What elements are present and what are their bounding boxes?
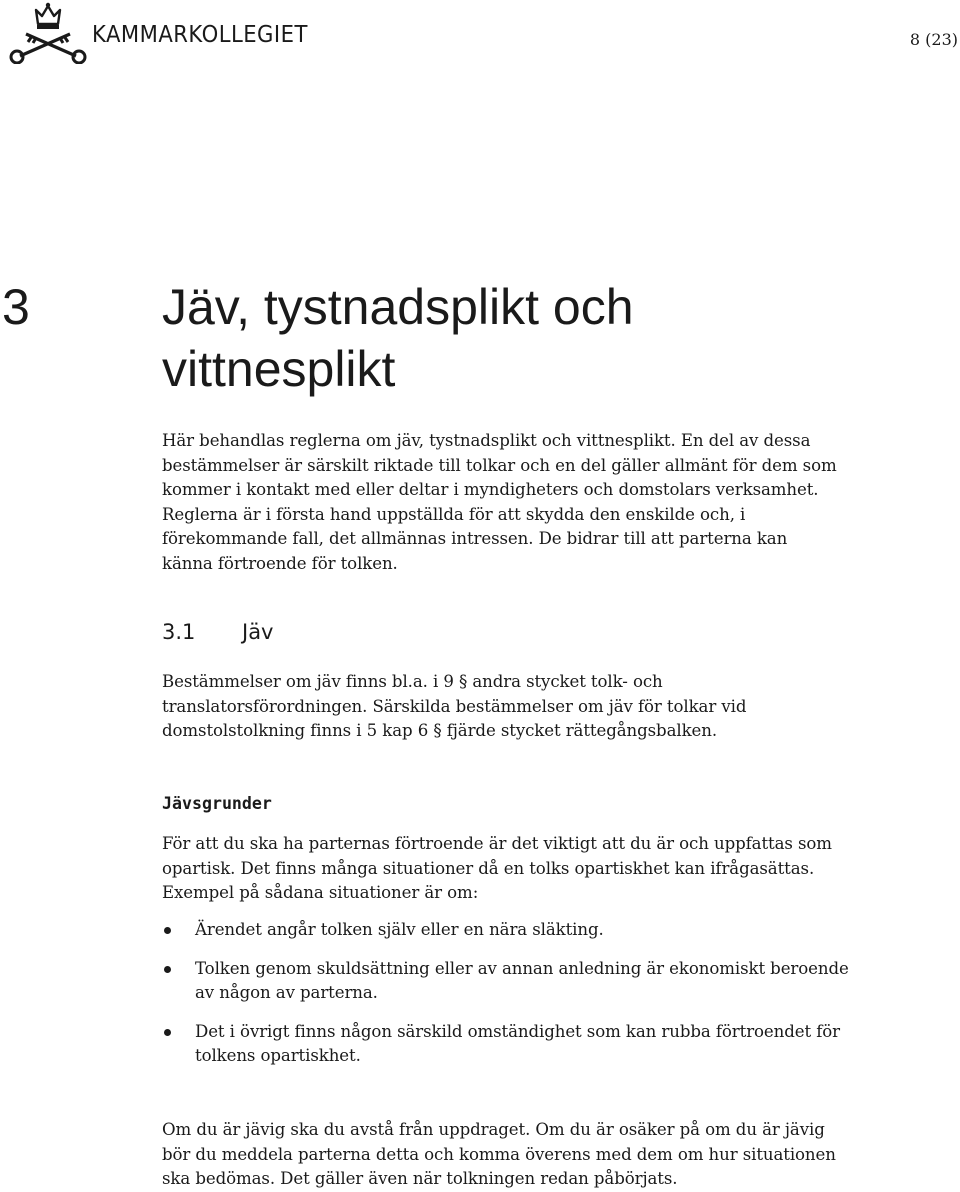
bullet-icon [164, 966, 171, 973]
bullet-list [162, 918, 862, 1083]
list-item [162, 918, 862, 943]
closing-paragraph: Om du är jävig ska du avstå från uppdraget. Om du är osäker på om du är jävig bör du meddela parterna detta och komma överens med dem om hur situationen ska bedömas. Det gäller även när tolkningen redan påbörjats. [162, 1120, 836, 1188]
section-paragraph: Bestämmelser om jäv finns bl.a. i 9 § andra stycket tolk- och translatorsförordningen. Särskilda bestämmelser om jäv för tolkar vid domstolstolkning finns i 5 kap 6 § fjärde stycket rättegångsbalken. [162, 672, 747, 740]
section-heading [162, 618, 274, 646]
bullet-icon [164, 927, 171, 934]
page-number: 8 (23) [909, 30, 958, 49]
list-item [162, 957, 862, 1006]
list-item-text: Ärendet angår tolken själv eller en nära släkting. [195, 920, 604, 939]
subsection-heading: Jävsgrunder [162, 794, 272, 813]
list-item-text: Det i övrigt finns någon särskild omständighet som kan rubba förtroendet för tolkens opartiskhet. [195, 1021, 840, 1065]
chapter-title: Jäv, tystnadsplikt och vittnesplikt [162, 279, 634, 397]
list-item [162, 1020, 862, 1069]
chapter-number: 3 [2, 279, 30, 335]
subsection-paragraph: För att du ska ha parternas förtroende är det viktigt att du är och uppfattas som opartisk. Det finns många situationer då en tolks opartiskhet kan ifrågasättas. Exempel på sådana situationer är om: [162, 834, 832, 902]
list-item-text: Tolken genom skuldsättning eller av annan anledning är ekonomiskt beroende av någon av parterna. [195, 958, 849, 1002]
section-title: Jäv [242, 620, 274, 644]
crown-keys-logo-icon [8, 2, 88, 64]
logo-wordmark: KAMMARKOLLEGIET [92, 22, 308, 48]
page-header [8, 2, 408, 64]
bullet-icon [164, 1029, 171, 1036]
section-number: 3.1 [162, 620, 196, 644]
intro-paragraph: Här behandlas reglerna om jäv, tystnadsplikt och vittnesplikt. En del av dessa bestämmelser är särskilt riktade till tolkar och en del gäller allmänt för dem som kommer i kontakt med eller deltar i myndigheters och domstolars verksamhet. Reglerna är i första hand uppställda för att skydda den enskilde och, i förekommande fall, det allmännas intressen. De bidrar till att parterna kan känna förtroende för tolken. [162, 431, 837, 573]
